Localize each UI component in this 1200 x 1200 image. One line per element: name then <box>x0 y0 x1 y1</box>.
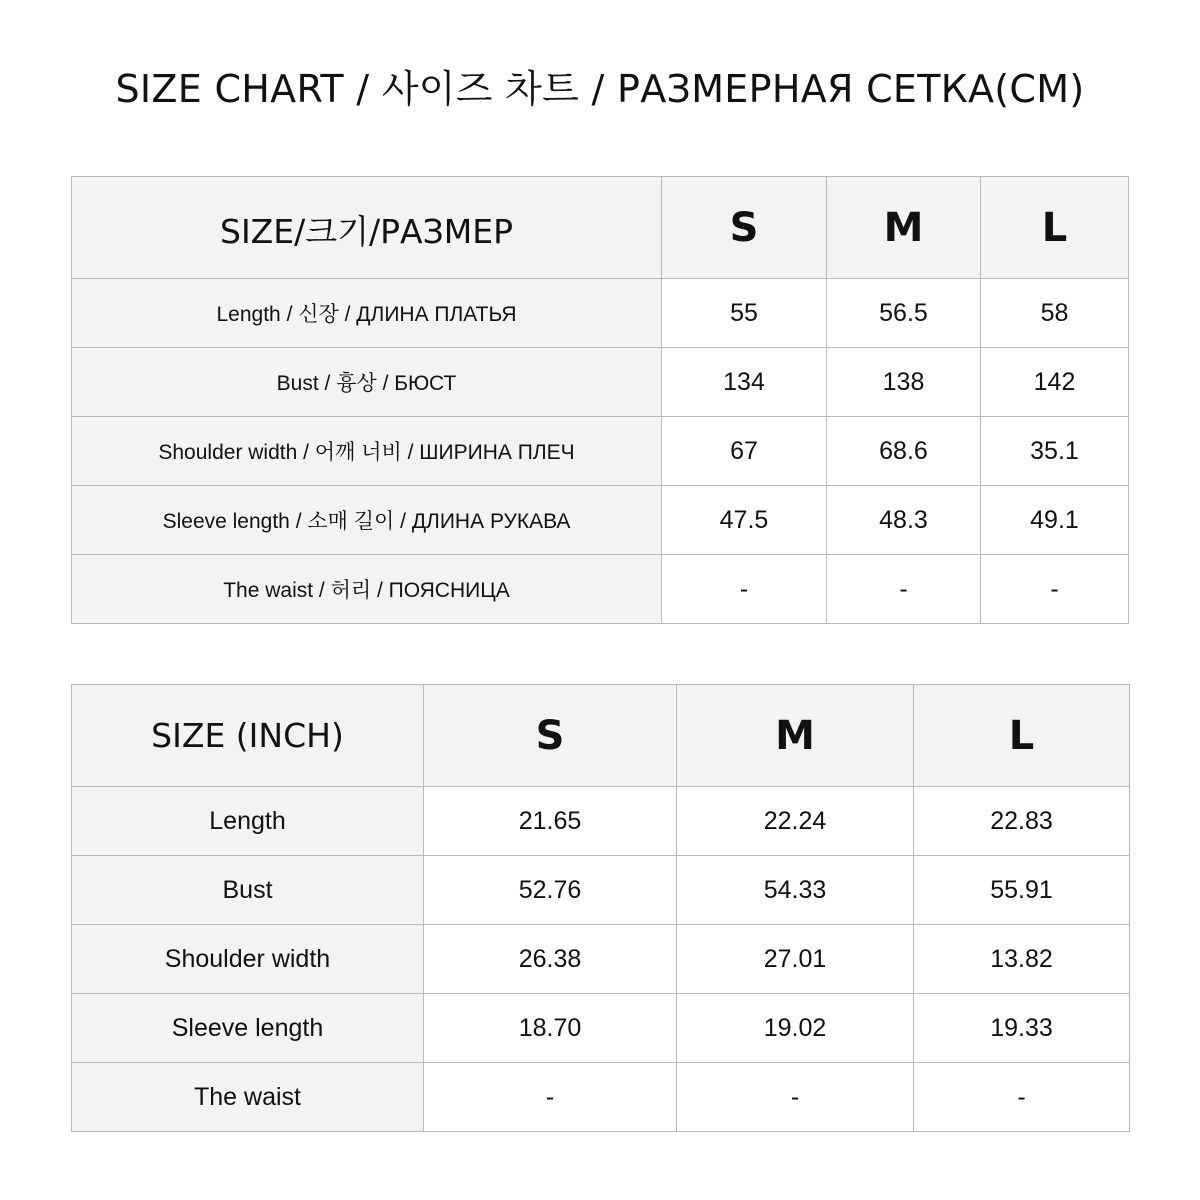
table-row <box>72 994 1130 1063</box>
row-label-shoulder-width: Shoulder width <box>72 925 424 994</box>
size-l-header: L <box>981 177 1129 279</box>
size-column-header: SIZE/크기/РАЗМЕР <box>72 177 662 279</box>
value-cell: 19.02 <box>677 994 914 1063</box>
value-cell: 54.33 <box>677 856 914 925</box>
value-cell: 22.24 <box>677 787 914 856</box>
table-row <box>72 417 1129 486</box>
table-row <box>72 486 1129 555</box>
page-title: SIZE CHART / 사이즈 차트 / РАЗМЕРНАЯ СЕТКА(CM) <box>115 67 1085 111</box>
size-inch-column-header: SIZE (INCH) <box>72 685 424 787</box>
row-label-waist: The waist / 허리 / ПОЯСНИЦА <box>72 555 662 624</box>
value-cell: - <box>914 1063 1130 1132</box>
value-cell: 134 <box>662 348 827 417</box>
value-cell: 142 <box>981 348 1129 417</box>
value-cell: 52.76 <box>424 856 677 925</box>
row-label-sleeve-length: Sleeve length <box>72 994 424 1063</box>
row-label-length: Length <box>72 787 424 856</box>
value-cell: 55.91 <box>914 856 1130 925</box>
value-cell: 48.3 <box>827 486 981 555</box>
table-row <box>72 1063 1130 1132</box>
size-l-header: L <box>914 685 1130 787</box>
value-cell: 58 <box>981 279 1129 348</box>
row-label-bust: Bust <box>72 856 424 925</box>
row-label-shoulder-width: Shoulder width / 어깨 너비 / ШИРИНА ПЛЕЧ <box>72 417 662 486</box>
value-cell: 68.6 <box>827 417 981 486</box>
size-s-header: S <box>662 177 827 279</box>
size-s-header: S <box>424 685 677 787</box>
value-cell: 138 <box>827 348 981 417</box>
value-cell: 19.33 <box>914 994 1130 1063</box>
value-cell: - <box>827 555 981 624</box>
value-cell: 13.82 <box>914 925 1130 994</box>
row-label-bust: Bust / 흉상 / БЮСТ <box>72 348 662 417</box>
row-label-length: Length / 신장 / ДЛИНА ПЛАТЬЯ <box>72 279 662 348</box>
table-row <box>72 348 1129 417</box>
value-cell: 22.83 <box>914 787 1130 856</box>
row-label-sleeve-length: Sleeve length / 소매 길이 / ДЛИНА РУКАВА <box>72 486 662 555</box>
size-m-header: M <box>827 177 981 279</box>
table-row <box>72 925 1130 994</box>
table-header-row <box>72 177 1129 279</box>
size-chart-inch-table <box>71 684 1130 1132</box>
value-cell: 35.1 <box>981 417 1129 486</box>
value-cell: 47.5 <box>662 486 827 555</box>
value-cell: 27.01 <box>677 925 914 994</box>
value-cell: - <box>424 1063 677 1132</box>
value-cell: 49.1 <box>981 486 1129 555</box>
table-row <box>72 787 1130 856</box>
value-cell: 18.70 <box>424 994 677 1063</box>
value-cell: - <box>981 555 1129 624</box>
table-row <box>72 279 1129 348</box>
value-cell: 21.65 <box>424 787 677 856</box>
value-cell: 67 <box>662 417 827 486</box>
value-cell: - <box>677 1063 914 1132</box>
table-header-row <box>72 685 1130 787</box>
size-m-header: M <box>677 685 914 787</box>
value-cell: 56.5 <box>827 279 981 348</box>
row-label-waist: The waist <box>72 1063 424 1132</box>
value-cell: - <box>662 555 827 624</box>
value-cell: 26.38 <box>424 925 677 994</box>
table-row <box>72 856 1130 925</box>
size-chart-cm-table <box>71 176 1129 624</box>
table-row <box>72 555 1129 624</box>
value-cell: 55 <box>662 279 827 348</box>
